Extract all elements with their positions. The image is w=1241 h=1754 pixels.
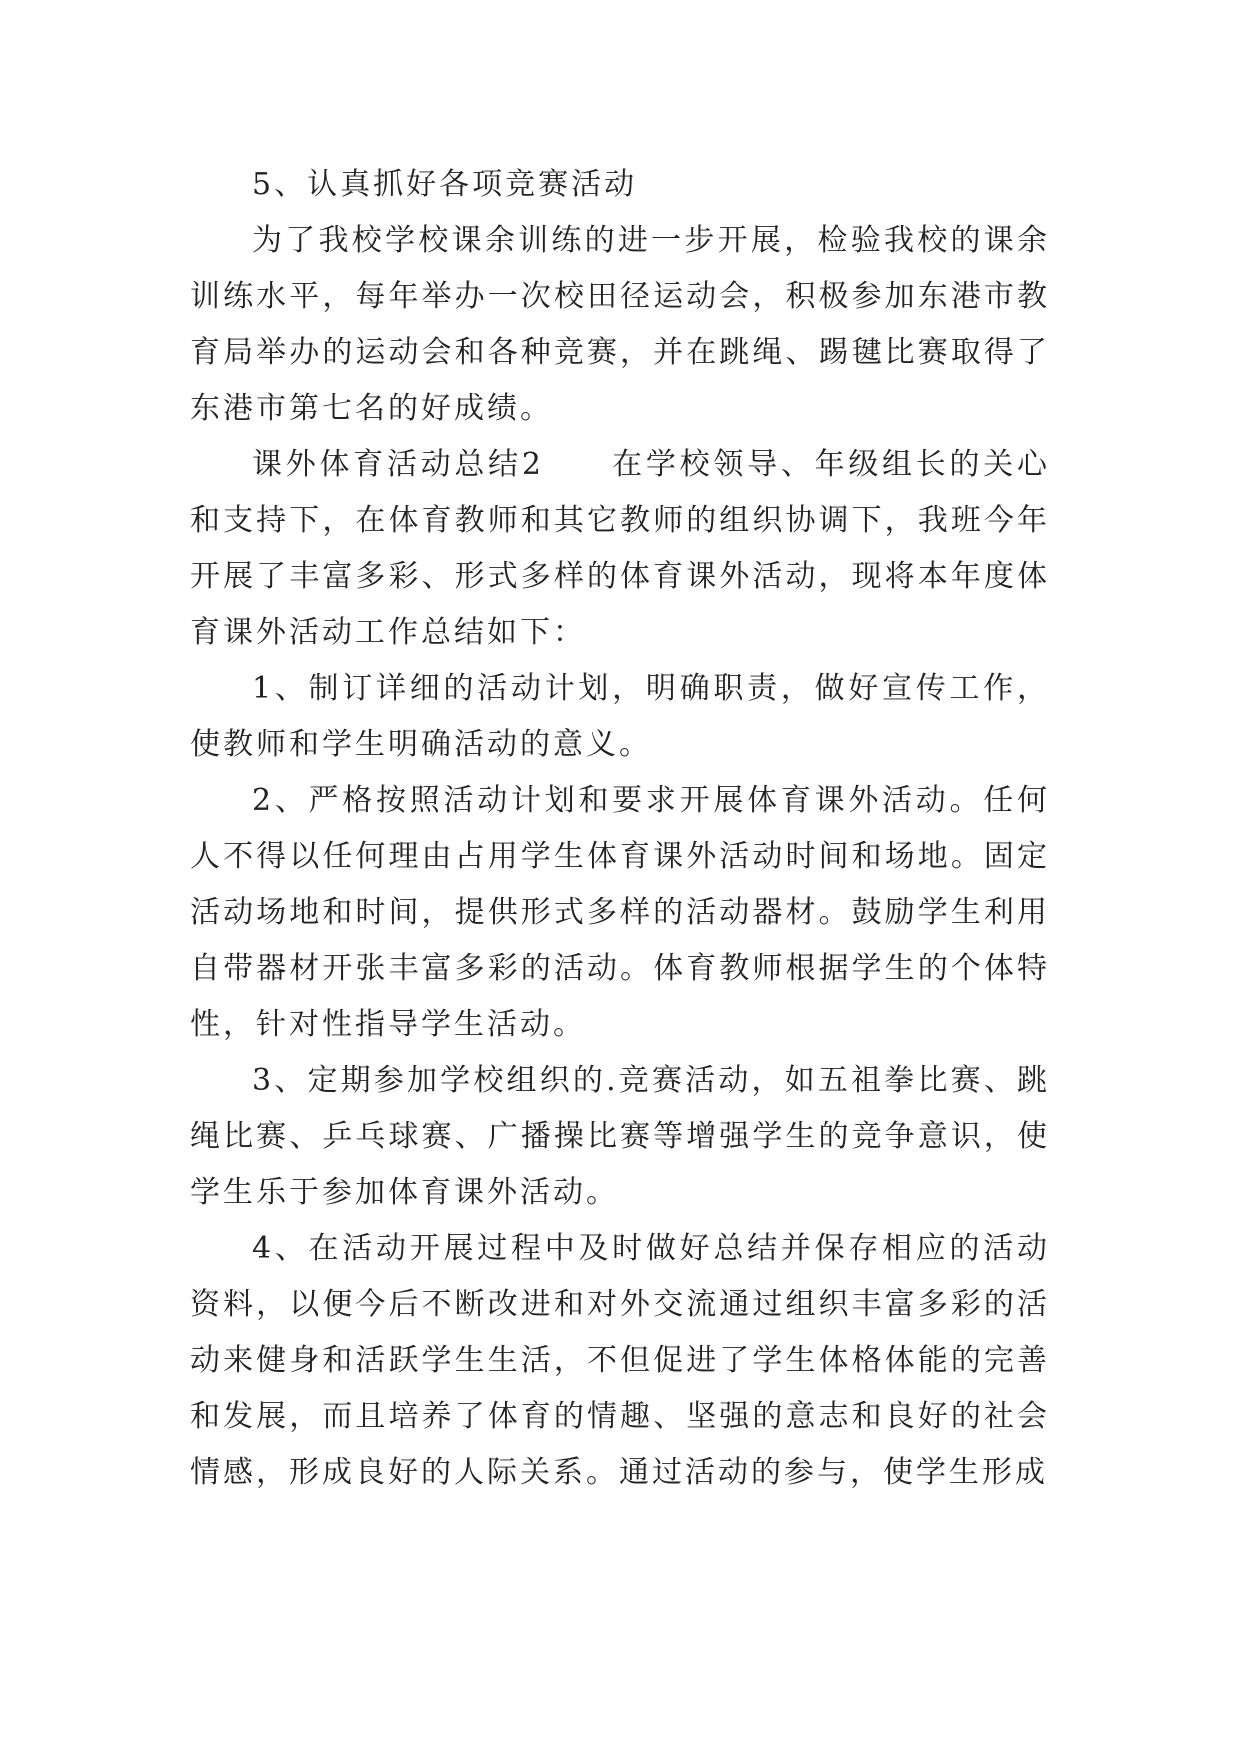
paragraph-item-2: 2、严格按照活动计划和要求开展体育课外活动。任何人不得以任何理由占用学生体育课外活动时间和场地。固定活动场地和时间，提供形式多样的活动器材。鼓励学生利用自带器材开张丰富多彩的活动。体育教师根据学生的个体特性，针对性指导学生活动。 [190, 783, 1050, 1042]
paragraph-item-1: 1、制订详细的活动计划，明确职责，做好宣传工作，使教师和学生明确活动的意义。 [190, 671, 1050, 762]
document-body [190, 157, 1050, 1501]
paragraph-summary-2-intro: 课外体育活动总结2 在学校领导、年级组长的关心和支持下，在体育教师和其它教师的组织协调下，我班今年开展了丰富多彩、形式多样的体育课外活动，现将本年度体育课外活动工作总结如下： [190, 447, 1050, 650]
paragraph-competition-heading: 5、认真抓好各项竞赛活动 [252, 167, 638, 202]
paragraph-item-3: 3、定期参加学校组织的.竞赛活动，如五祖拳比赛、跳绳比赛、乒乓球赛、广播操比赛等增强学生的竞争意识，使学生乐于参加体育课外活动。 [190, 1063, 1050, 1210]
paragraph-item-4: 4、在活动开展过程中及时做好总结并保存相应的活动资料，以便今后不断改进和对外交流通过组织丰富多彩的活动来健身和活跃学生生活，不但促进了学生体格体能的完善和发展，而且培养了体育的情趣、坚强的意志和良好的社会情感，形成良好的人际关系。通过活动的参与，使学生形成 [190, 1231, 1050, 1490]
paragraph-training: 为了我校学校课余训练的进一步开展，检验我校的课余训练水平，每年举办一次校田径运动会，积极参加东港市教育局举办的运动会和各种竞赛，并在跳绳、踢毽比赛取得了东港市第七名的好成绩。 [190, 223, 1050, 426]
